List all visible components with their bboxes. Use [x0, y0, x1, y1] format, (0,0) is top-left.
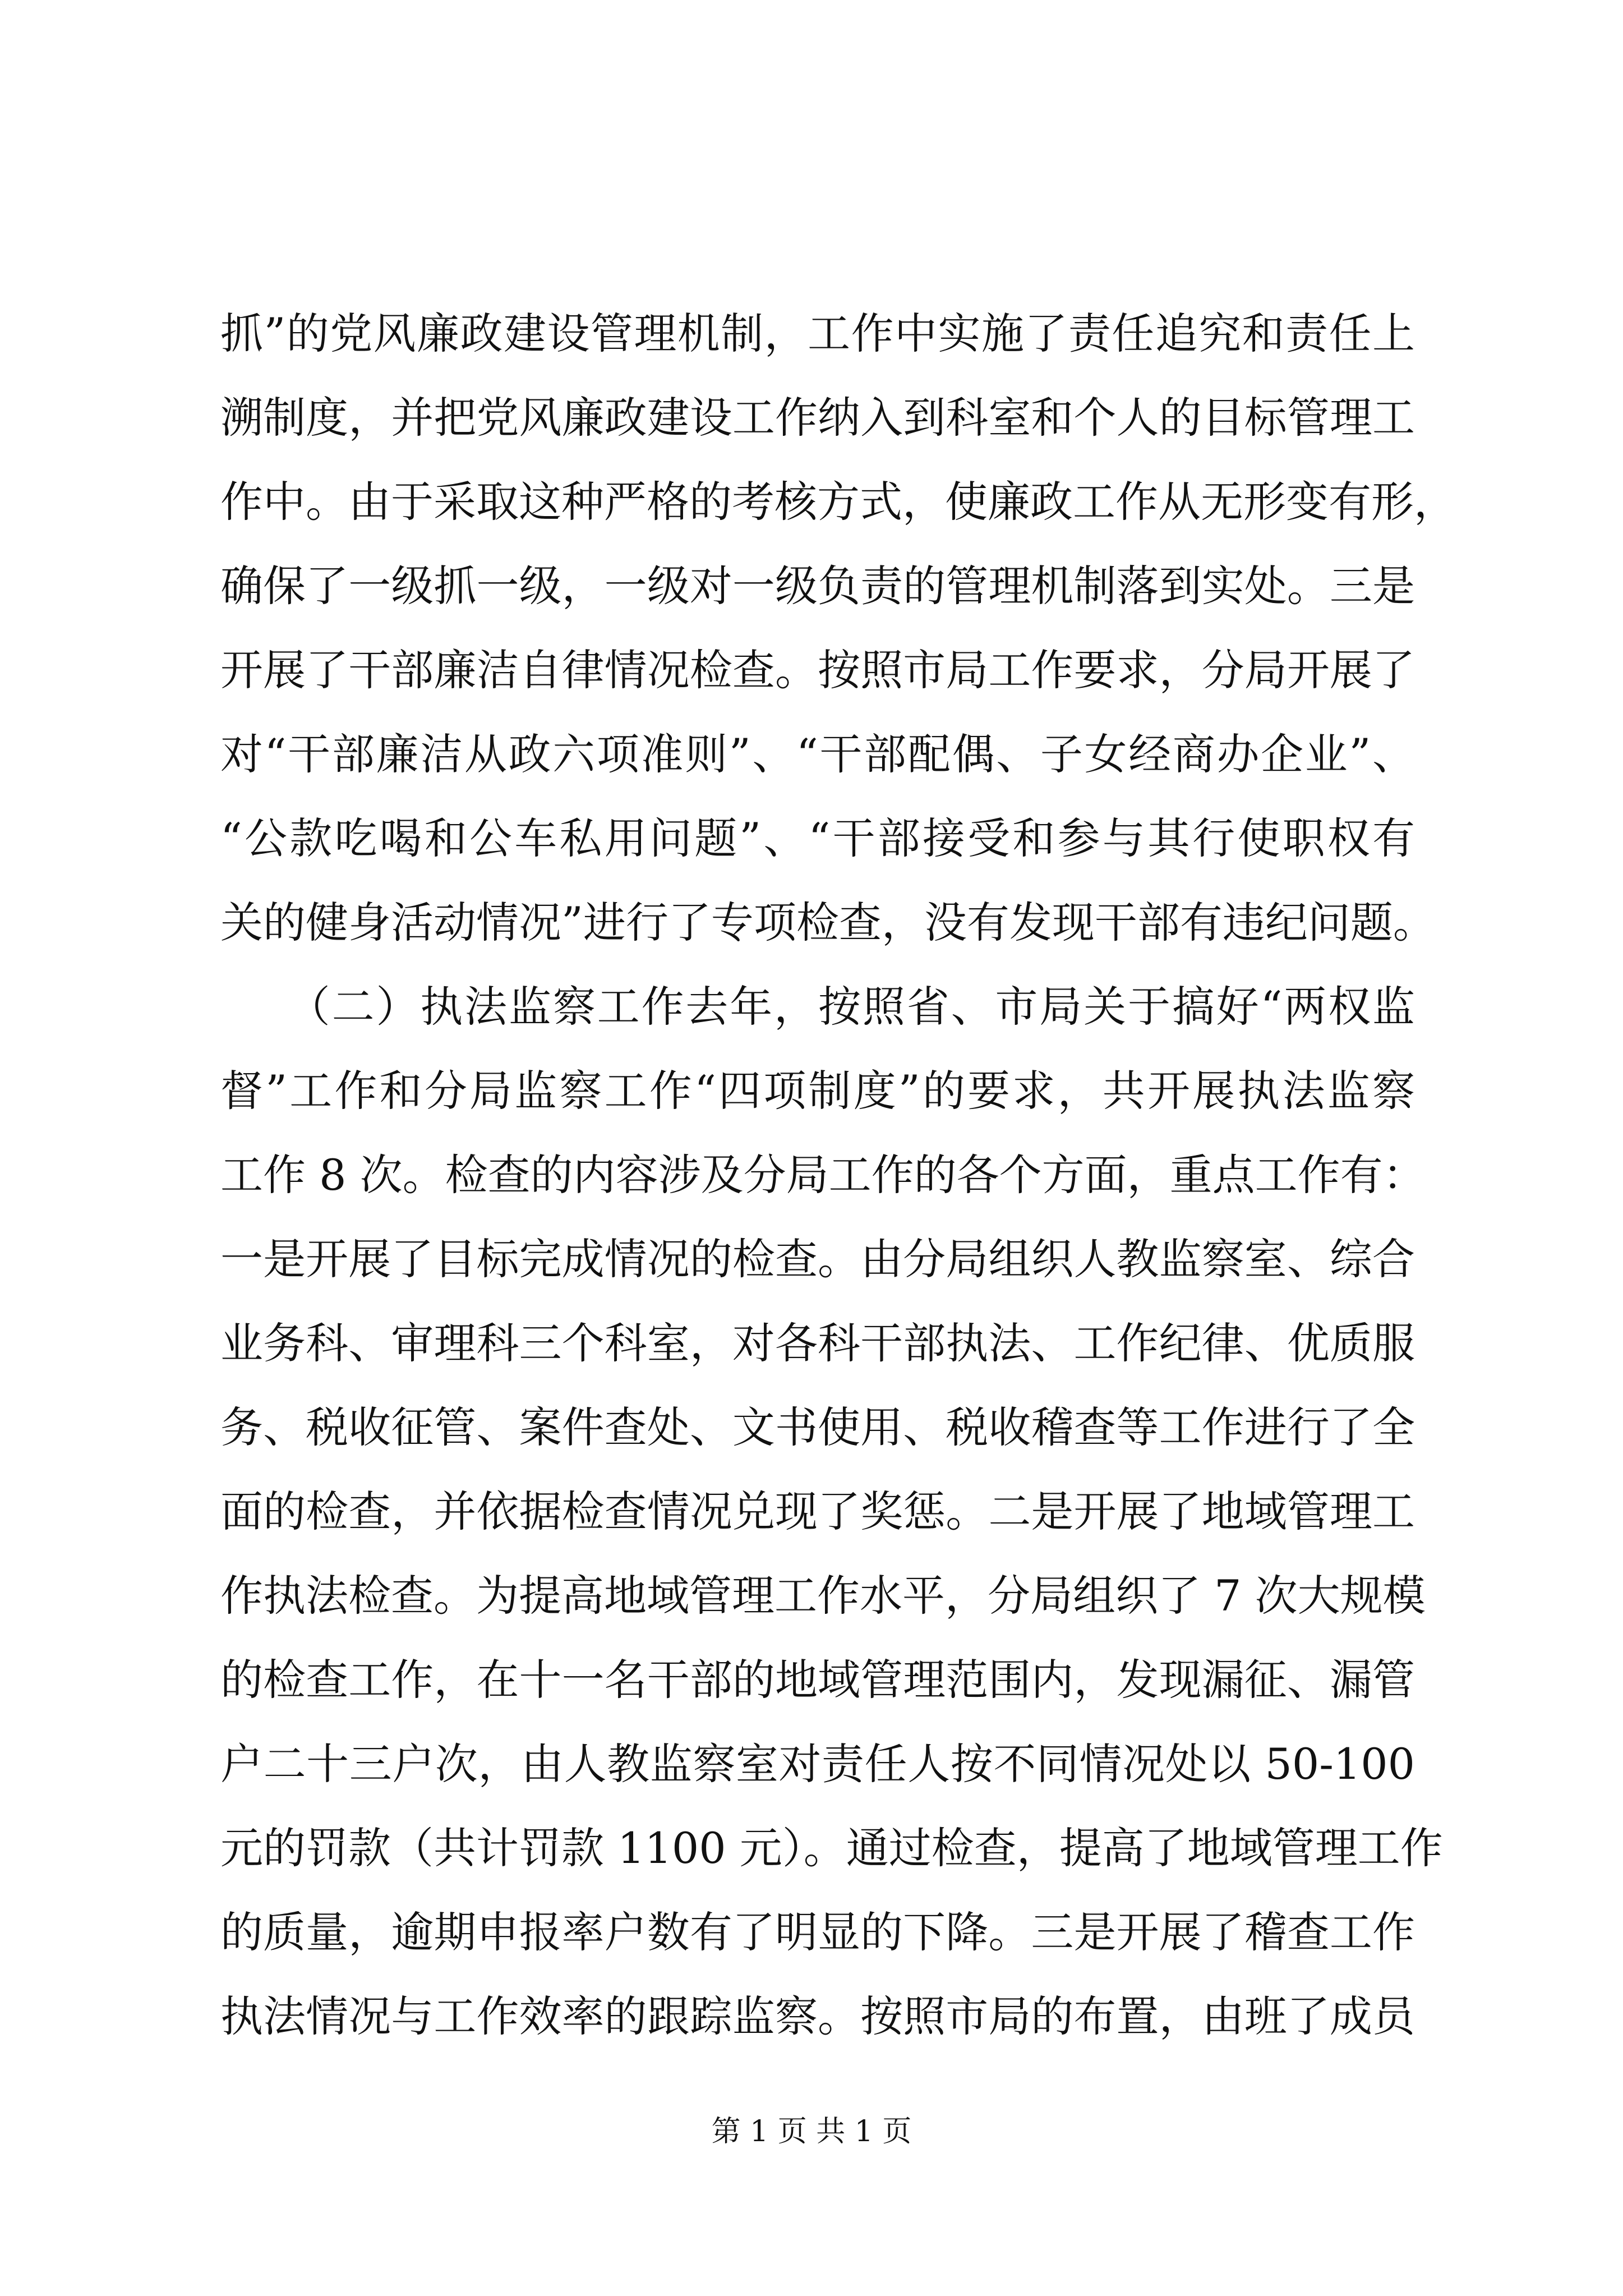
text-line: 对“干部廉洁从政六项准则”、“干部配偶、子女经商办企业”、 [220, 729, 1415, 779]
text-line: 户二十三户次，由人教监察室对责任人按不同情况处以 50-100 [220, 1739, 1415, 1789]
document-body [220, 292, 1456, 2059]
text-line: 抓”的党风廉政建设管理机制，工作中实施了责任追究和责任上 [220, 309, 1415, 358]
text-line: 务、税收征管、案件查处、文书使用、税收稽查等工作进行了全 [220, 1402, 1415, 1452]
text-line: 执法情况与工作效率的跟踪监察。按照市局的布置，由班了成员 [220, 1991, 1415, 2041]
text-line: 的检查工作，在十一名干部的地域管理范围内，发现漏征、漏管 [220, 1655, 1415, 1705]
text-line: 工作 8 次。检查的内容涉及分局工作的各个方面，重点工作有： [220, 1150, 1426, 1200]
text-line: 元的罚款（共计罚款 1100 元）。通过检查，提高了地域管理工作 [220, 1823, 1443, 1873]
text-line: 一是开展了目标完成情况的检查。由分局组织人教监察室、综合 [220, 1234, 1415, 1284]
text-line: “公款吃喝和公车私用问题”、“干部接受和参与其行使职权有 [220, 813, 1415, 863]
page-footer [0, 2112, 1623, 2151]
text-line: 开展了干部廉洁自律情况检查。按照市局工作要求，分局开展了 [220, 645, 1415, 695]
text-line: 的质量，逾期申报率户数有了明显的下降。三是开展了稽查工作 [220, 1907, 1415, 1957]
text-line: 关的健身活动情况”进行了专项检查，没有发现干部有违纪问题。 [220, 898, 1436, 947]
text-line: 面的检查，并依据检查情况兑现了奖惩。二是开展了地域管理工 [220, 1487, 1415, 1536]
text-line: 督”工作和分局监察工作“四项制度”的要求，共开展执法监察 [220, 1066, 1415, 1116]
page-number: 第 1 页 共 1 页 [711, 2115, 912, 2148]
text-line: 确保了一级抓一级，一级对一级负责的管理机制落到实处。三是 [220, 561, 1415, 611]
text-line: （二）执法监察工作去年，按照省、市局关于搞好“两权监 [220, 982, 1415, 1032]
text-line: 业务科、审理科三个科室，对各科干部执法、工作纪律、优质服 [220, 1318, 1415, 1368]
text-line: 作中。由于采取这种严格的考核方式，使廉政工作从无形变有形， [220, 477, 1456, 527]
text-line: 作执法检查。为提高地域管理工作水平，分局组织了 7 次大规模 [220, 1571, 1426, 1621]
text-line: 溯制度，并把党风廉政建设工作纳入到科室和个人的目标管理工 [220, 393, 1415, 443]
